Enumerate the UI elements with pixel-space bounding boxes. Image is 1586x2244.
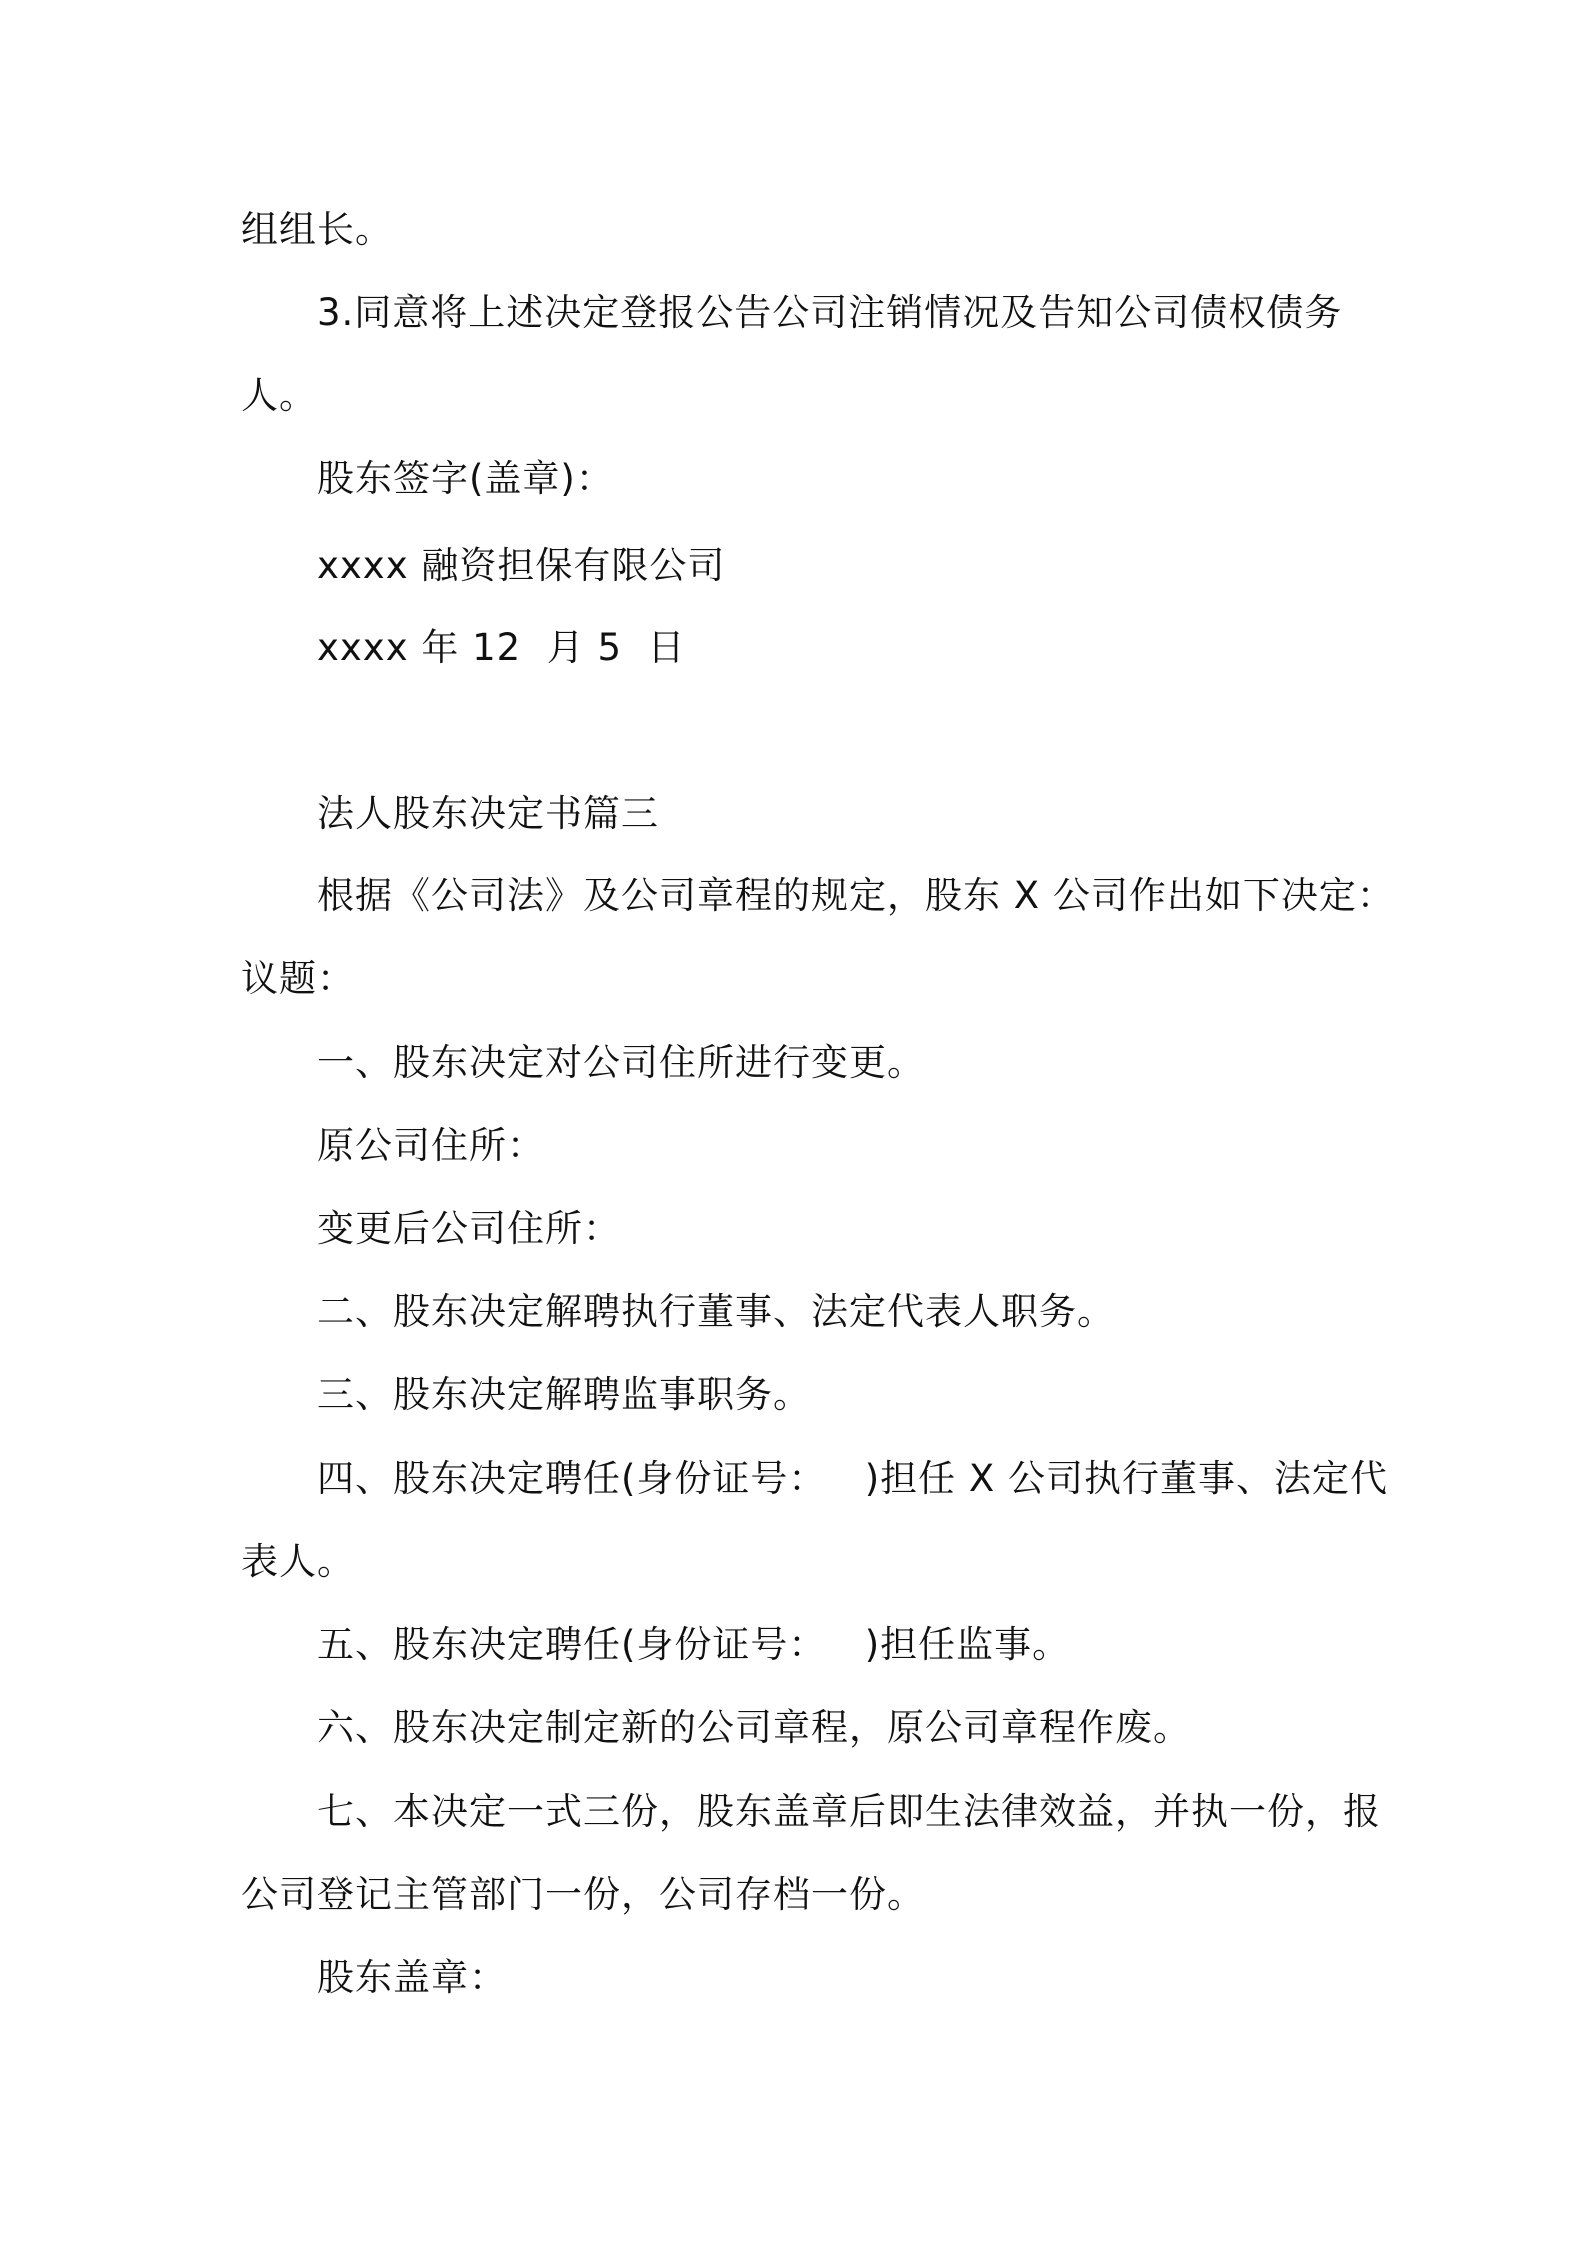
paragraph-line: 3.同意将上述决定登报公告公司注销情况及告知公司债权债务 xyxy=(317,291,1343,334)
resolution-item: 七、本决定一式三份，股东盖章后即生法律效益，并执一份，报 xyxy=(317,1790,1381,1833)
resolution-item: 四、股东决定聘任(身份证号： )担任 X 公司执行董事、法定代 xyxy=(317,1457,1389,1500)
resolution-item: 五、股东决定聘任(身份证号： )担任监事。 xyxy=(317,1623,1071,1666)
resolution-item: 三、股东决定解聘监事职务。 xyxy=(317,1373,811,1416)
seal-label: 股东盖章： xyxy=(317,1956,507,1999)
resolution-item: 一、股东决定对公司住所进行变更。 xyxy=(317,1041,925,1084)
signature-label: 股东签字(盖章)： xyxy=(317,457,614,500)
section-title: 法人股东决定书篇三 xyxy=(317,792,659,835)
resolution-field: 原公司住所： xyxy=(317,1124,545,1167)
paragraph-line: 表人。 xyxy=(241,1540,355,1583)
paragraph-line: 人。 xyxy=(241,374,317,417)
paragraph-line: 议题： xyxy=(241,957,355,1000)
date-line: xxxx 年 12 月 5 日 xyxy=(317,626,686,669)
paragraph-line: 根据《公司法》及公司章程的规定，股东 X 公司作出如下决定： xyxy=(317,874,1395,917)
company-name: xxxx 融资担保有限公司 xyxy=(317,544,726,587)
resolution-item: 六、股东决定制定新的公司章程，原公司章程作废。 xyxy=(317,1706,1191,1749)
paragraph-line: 公司登记主管部门一份，公司存档一份。 xyxy=(241,1873,925,1916)
paragraph-line: 组组长。 xyxy=(241,208,393,251)
resolution-item: 二、股东决定解聘执行董事、法定代表人职务。 xyxy=(317,1290,1115,1333)
resolution-field: 变更后公司住所： xyxy=(317,1207,621,1250)
